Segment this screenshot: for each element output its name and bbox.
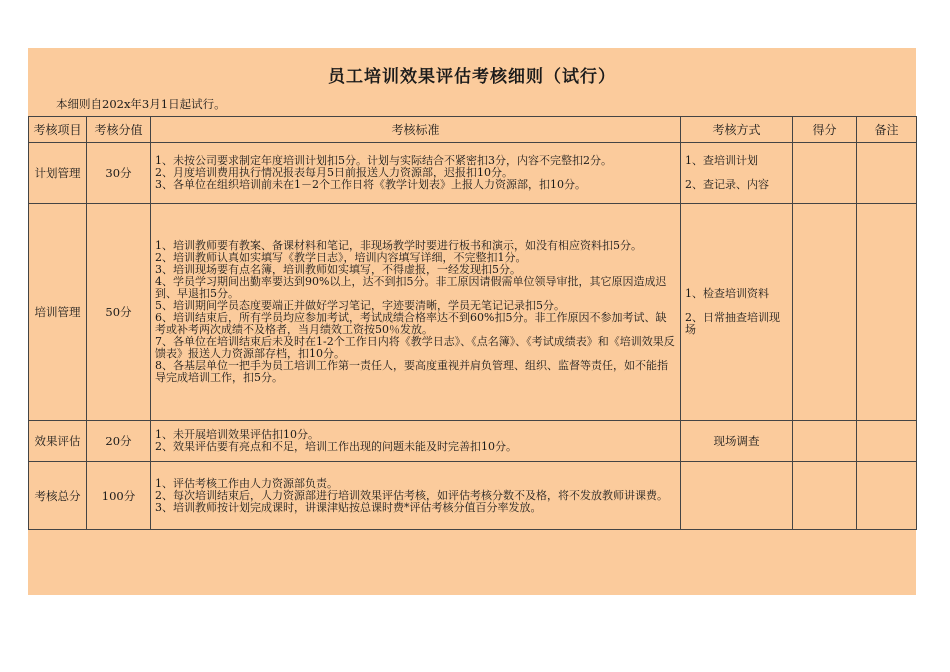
header-score: 考核分值 xyxy=(87,117,151,143)
standard-line: 2、培训教师认真如实填写《教学日志》，培训内容填写详细，不完整扣1分。 xyxy=(155,251,527,264)
row-item: 效果评估 xyxy=(29,421,87,462)
standard-line: 1、未按公司要求制定年度培训计划扣5分。计划与实际结合不紧密扣3分，内容不完整扣2分。 xyxy=(155,154,612,167)
row-item: 考核总分 xyxy=(29,462,87,530)
row-item: 计划管理 xyxy=(29,143,87,204)
document-title: 员工培训效果评估考核细则（试行） xyxy=(328,67,616,87)
standard-line: 1、未开展培训效果评估扣10分。 xyxy=(155,428,319,441)
header-remark: 备注 xyxy=(857,117,917,143)
standard-line: 2、效果评估要有亮点和不足，培训工作出现的问题未能及时完善扣10分。 xyxy=(155,440,517,453)
row-score: 30分 xyxy=(87,143,151,204)
table-row-training xyxy=(29,204,917,421)
row-standards xyxy=(151,143,681,204)
header-standard: 考核标准 xyxy=(151,117,681,143)
table-header-row xyxy=(29,117,917,143)
standard-line: 7、各单位在培训结束后未及时在1-2个工作日内将《教学日志》、《点名簿》、《考试成绩表》和《培训效果反馈表》报送人力资源部存档，扣10分。 xyxy=(155,335,675,360)
standard-line: 3、各单位在组织培训前未在1－2个工作日将《教学计划表》上报人力资源部，扣10分。 xyxy=(155,178,586,191)
row-remark[interactable] xyxy=(857,143,917,204)
row-points[interactable] xyxy=(793,143,857,204)
standard-line: 5、培训期间学员态度要端正并做好学习笔记，字迹要清晰，学员无笔记记录扣5分。 xyxy=(155,299,565,312)
assessment-table xyxy=(28,116,917,530)
method-line: 1、检查培训资料 xyxy=(685,287,769,300)
row-remark[interactable] xyxy=(857,462,917,530)
table-row-plan xyxy=(29,143,917,204)
row-points[interactable] xyxy=(793,421,857,462)
row-item: 培训管理 xyxy=(29,204,87,421)
row-standards xyxy=(151,421,681,462)
row-standards xyxy=(151,204,681,421)
header-points: 得分 xyxy=(793,117,857,143)
table-row-evaluation xyxy=(29,421,917,462)
row-score: 20分 xyxy=(87,421,151,462)
effective-date-note: 本细则自202x年3月1日起试行。 xyxy=(56,97,226,111)
row-score: 50分 xyxy=(87,204,151,421)
standard-line: 2、每次培训结束后，人力资源部进行培训效果评估考核，如评估考核分数不及格，将不发放教师讲课费。 xyxy=(155,488,668,502)
row-methods xyxy=(681,204,793,421)
header-item: 考核项目 xyxy=(29,117,87,143)
standard-line: 6、培训结束后，所有学员均应参加考试，考试成绩合格率达不到60%扣5分。非工作原因不参加考试、缺考或补考两次成绩不及格者，当月绩效工资按50％发放。 xyxy=(155,311,667,336)
standard-line: 1、培训教师要有教案、备课材料和笔记，非现场教学时要进行板书和演示，如没有相应资料扣5分。 xyxy=(155,239,642,252)
row-points[interactable] xyxy=(793,204,857,421)
row-standards xyxy=(151,462,681,530)
method-line: 现场调查 xyxy=(713,434,760,448)
standard-line: 1、评估考核工作由人力资源部负责。 xyxy=(155,476,338,490)
row-remark[interactable] xyxy=(857,204,917,421)
row-points[interactable] xyxy=(793,462,857,530)
row-methods xyxy=(681,143,793,204)
method-line: 2、日常抽查培训现场 xyxy=(685,311,780,336)
table-row-total xyxy=(29,462,917,530)
header-method: 考核方式 xyxy=(681,117,793,143)
row-remark[interactable] xyxy=(857,421,917,462)
standard-line: 4、学员学习期间出勤率要达到90%以上，达不到扣5分。非工原因请假需单位领导审批，其它原因造成迟到、早退扣5分。 xyxy=(155,275,667,300)
standard-line: 3、培训现场要有点名簿，培训教师如实填写，不得虚报，一经发现扣5分。 xyxy=(155,263,521,276)
standard-line: 2、月度培训费用执行情况报表每月5日前报送人力资源部，迟报扣10分。 xyxy=(155,166,513,179)
method-line: 2、查记录、内容 xyxy=(685,178,769,191)
standard-line: 3、培训教师按计划完成课时，讲课津贴按总课时费*评估考核分值百分率发放。 xyxy=(155,500,542,514)
row-methods xyxy=(681,421,793,462)
row-methods xyxy=(681,462,793,530)
spreadsheet-sheet xyxy=(28,48,916,595)
method-line: 1、查培训计划 xyxy=(685,154,758,167)
row-score: 100分 xyxy=(87,462,151,530)
standard-line: 8、各基层单位一把手为员工培训工作第一责任人，要高度重视并肩负管理、组织、监督等责任，如不能指导完成培训工作，扣5分。 xyxy=(155,359,668,384)
